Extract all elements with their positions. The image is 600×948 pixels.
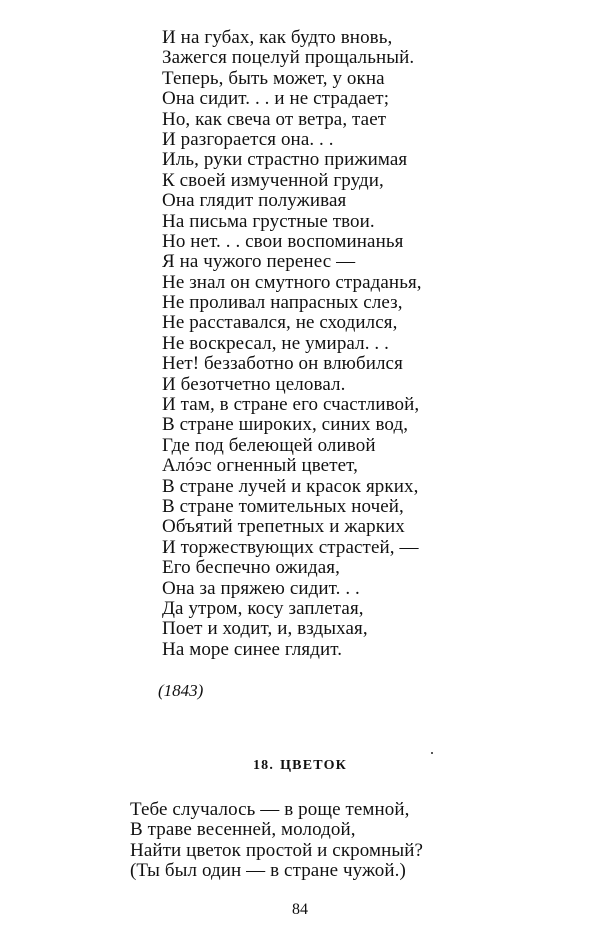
poem-line: На море синее глядит. [162,638,343,660]
poem-heading [0,756,600,776]
page-number: 84 [292,901,308,918]
poem-line: В траве весенней, молодой, [130,819,356,841]
poem-line: Алóэс огненный цветет, [162,455,358,477]
poem-line: Да утром, косу заплетая, [162,597,364,619]
poem-line: Объятий трепетных и жарких [162,516,405,538]
poem-line: Тебе случалось — в роще темной, [130,799,410,820]
poem-line: В стране томительных ночей, [162,495,404,517]
poem-line: И безотчетно целовал. [162,373,346,395]
poem-line: В стране лучей и красок ярких, [162,475,419,497]
poem-line: (Ты был один — в стране чужой.) [130,860,406,882]
poem-line: Зажегся поцелуй прощальный. [162,47,415,69]
poem-line: Его беспечно ожидая, [162,557,340,579]
poem-line: И торжествующих страстей, — [162,536,419,558]
poem-line: И на губах, как будто вновь, [162,27,393,48]
poem-line: Но, как свеча от ветра, тает [162,108,387,130]
poem-line: Где под белеющей оливой [162,434,376,456]
poem-continuation [162,28,422,660]
poem-line: Не воскресал, не умирал. . . [162,332,389,354]
poem-line: Но нет. . . свои воспоминанья [162,230,404,252]
poem-number: 18. [252,758,275,773]
poem-title: ЦВЕТОК [280,758,348,773]
poem-line: Иль, руки страстно прижимая [162,149,408,171]
poem-line: И там, в стране его счастливой, [162,394,420,416]
poem-line: В стране широких, синих вод, [162,414,409,436]
print-speck [431,752,433,754]
poem-line: На письма грустные твои. [162,210,375,232]
poem-line: И разгорается она. . . [162,128,334,150]
poem-line: Не проливал напрасных слез, [162,292,403,314]
poem-date: (1843) [158,681,204,700]
poem-line: Она сидит. . . и не страдает; [162,88,390,110]
poem-line: Нет! беззаботно он влюбился [162,353,403,375]
poem-line: Не знал он смутного страданья, [162,271,422,293]
poem-line: Найти цветок простой и скромный? [130,839,424,861]
poem-line: Я на чужого перенес — [162,251,356,273]
poem-line: Она глядит полуживая [162,190,347,212]
poem-line: К своей измученной груди, [162,169,384,191]
next-poem-text [130,800,423,882]
poem-line: Не расставался, не сходился, [162,312,398,334]
poem-line: Поет и ходит, и, вздыхая, [162,618,368,640]
poem-line: Она за пряжею сидит. . . [162,577,360,599]
poem-line: Теперь, быть может, у окна [162,67,385,89]
